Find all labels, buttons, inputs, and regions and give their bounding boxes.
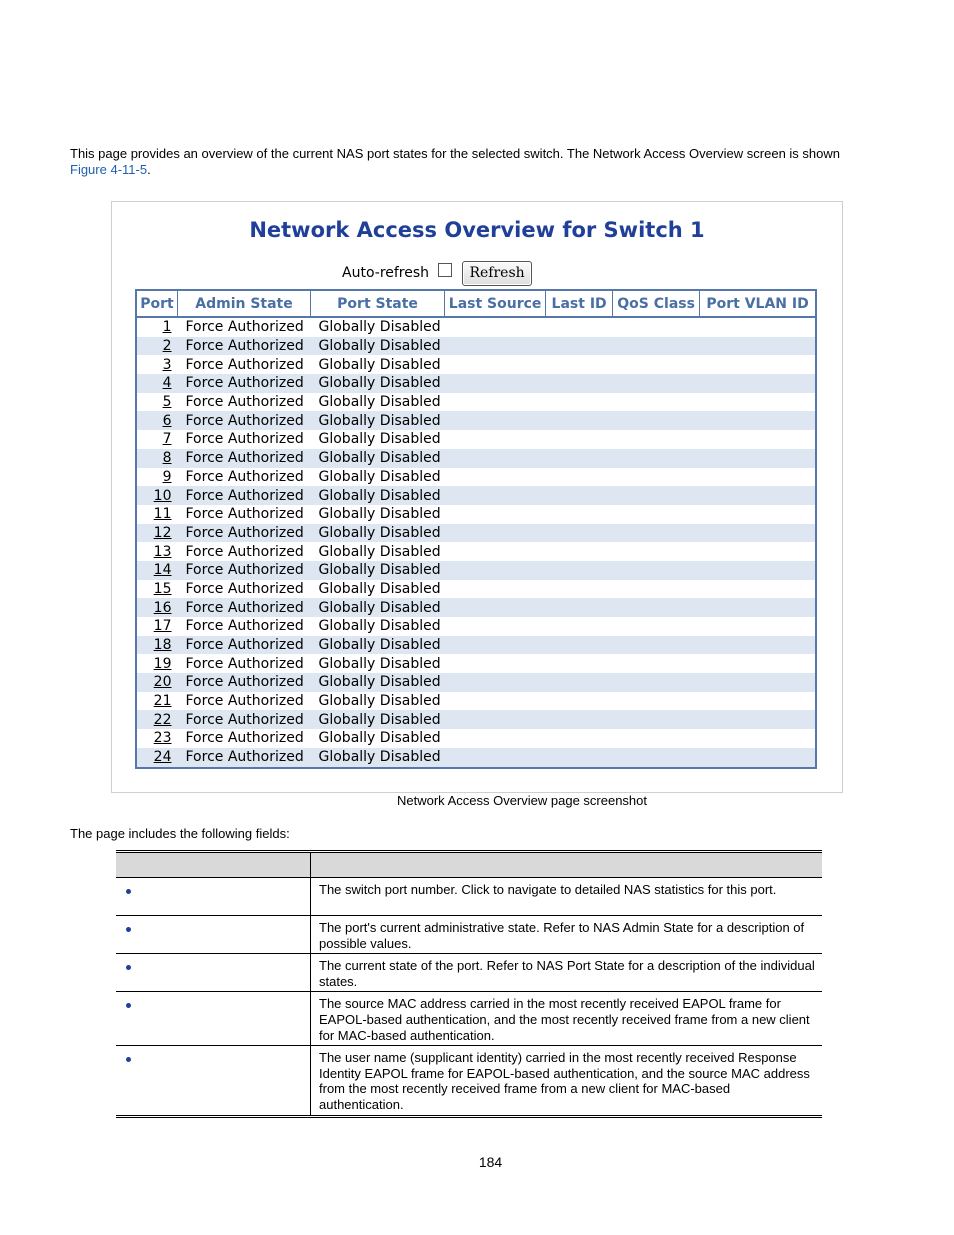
admin-state-cell: Force Authorized bbox=[178, 486, 311, 505]
port-link[interactable]: 17 bbox=[153, 618, 172, 635]
bullet-icon bbox=[126, 1003, 131, 1008]
fields-header-description bbox=[311, 852, 823, 878]
last-id-cell bbox=[546, 598, 613, 617]
port-link[interactable]: 18 bbox=[136, 636, 178, 655]
field-description: The switch port number. Click to navigate to detailed NAS statistics for this port. bbox=[311, 878, 823, 916]
admin-state-cell: Force Authorized bbox=[178, 748, 311, 768]
port-state-cell: Globally Disabled bbox=[318, 506, 441, 523]
col-last-id: Last ID bbox=[546, 290, 613, 317]
port-vlan-id-cell bbox=[700, 374, 816, 393]
last-id-cell bbox=[546, 486, 613, 505]
port-link[interactable]: 23 bbox=[153, 730, 172, 747]
table-row bbox=[136, 654, 816, 673]
field-row bbox=[116, 992, 822, 1046]
port-link[interactable]: 1 bbox=[162, 319, 172, 336]
port-vlan-id-cell bbox=[700, 654, 816, 673]
port-vlan-id-cell bbox=[700, 542, 816, 561]
qos-class-cell bbox=[613, 337, 700, 356]
port-state-cell: Globally Disabled bbox=[318, 655, 441, 672]
col-port: Port bbox=[136, 290, 178, 317]
port-state-cell: Globally Disabled bbox=[311, 411, 445, 430]
port-state-cell: Globally Disabled bbox=[311, 598, 445, 617]
admin-state-cell: Force Authorized bbox=[185, 655, 304, 672]
last-source-cell bbox=[445, 673, 546, 692]
last-source-cell bbox=[445, 692, 546, 711]
table-row bbox=[136, 748, 816, 768]
qos-class-cell bbox=[613, 673, 700, 692]
port-state-cell: Globally Disabled bbox=[318, 618, 441, 635]
port-link[interactable]: 8 bbox=[136, 449, 178, 468]
nas-overview-table bbox=[135, 289, 817, 769]
qos-class-cell bbox=[613, 692, 700, 711]
port-vlan-id-cell bbox=[700, 355, 816, 374]
last-source-cell bbox=[445, 393, 546, 412]
figure-caption: Network Access Overview page screenshot bbox=[397, 793, 647, 808]
admin-state-cell: Force Authorized bbox=[185, 506, 304, 523]
last-source-cell bbox=[445, 580, 546, 599]
last-source-cell bbox=[445, 468, 546, 487]
table-row bbox=[136, 580, 816, 599]
auto-refresh-label: Auto-refresh bbox=[342, 265, 430, 281]
last-id-cell bbox=[546, 692, 613, 711]
qos-class-cell bbox=[613, 486, 700, 505]
port-state-cell: Globally Disabled bbox=[311, 710, 445, 729]
port-state-cell: Globally Disabled bbox=[311, 374, 445, 393]
field-object-cell bbox=[116, 992, 311, 1046]
last-id-cell bbox=[546, 561, 613, 580]
port-link[interactable]: 3 bbox=[162, 356, 172, 373]
qos-class-cell bbox=[613, 729, 700, 748]
port-vlan-id-cell bbox=[700, 636, 816, 655]
port-state-cell: Globally Disabled bbox=[311, 524, 445, 543]
qos-class-cell bbox=[613, 710, 700, 729]
last-source-cell bbox=[445, 636, 546, 655]
port-vlan-id-cell bbox=[700, 561, 816, 580]
last-id-cell bbox=[546, 505, 613, 524]
port-vlan-id-cell bbox=[700, 430, 816, 449]
port-link[interactable]: 11 bbox=[153, 506, 172, 523]
port-link[interactable]: 9 bbox=[162, 468, 172, 485]
port-vlan-id-cell bbox=[700, 748, 816, 768]
admin-state-cell: Force Authorized bbox=[185, 394, 304, 411]
port-state-cell: Globally Disabled bbox=[311, 561, 445, 580]
admin-state-cell: Force Authorized bbox=[178, 710, 311, 729]
port-link[interactable]: 5 bbox=[162, 394, 172, 411]
qos-class-cell bbox=[613, 449, 700, 468]
field-row bbox=[116, 1046, 822, 1116]
col-port-state: Port State bbox=[311, 290, 445, 317]
qos-class-cell bbox=[613, 561, 700, 580]
last-id-cell bbox=[546, 617, 613, 636]
table-row bbox=[136, 673, 816, 692]
last-id-cell bbox=[546, 430, 613, 449]
port-state-cell: Globally Disabled bbox=[318, 693, 441, 710]
field-description: The port's current administrative state. Refer to NAS Admin State for a description of possible values. bbox=[311, 916, 823, 954]
last-id-cell bbox=[546, 355, 613, 374]
table-row bbox=[136, 393, 816, 412]
qos-class-cell bbox=[613, 430, 700, 449]
port-link[interactable]: 2 bbox=[136, 337, 178, 356]
admin-state-cell: Force Authorized bbox=[178, 598, 311, 617]
port-link[interactable]: 19 bbox=[153, 655, 172, 672]
last-source-cell bbox=[445, 486, 546, 505]
table-header-row bbox=[136, 290, 816, 317]
port-state-cell: Globally Disabled bbox=[311, 449, 445, 468]
field-row bbox=[116, 916, 822, 954]
qos-class-cell bbox=[613, 617, 700, 636]
table-row bbox=[136, 692, 816, 711]
intro-paragraph bbox=[70, 146, 870, 178]
qos-class-cell bbox=[613, 393, 700, 412]
qos-class-cell bbox=[613, 598, 700, 617]
last-source-cell bbox=[445, 729, 546, 748]
port-link[interactable]: 13 bbox=[153, 543, 172, 560]
table-row bbox=[136, 468, 816, 487]
last-id-cell bbox=[546, 673, 613, 692]
port-link[interactable]: 15 bbox=[153, 580, 172, 597]
table-row bbox=[136, 486, 816, 505]
port-state-cell: Globally Disabled bbox=[311, 337, 445, 356]
last-source-cell bbox=[445, 374, 546, 393]
last-id-cell bbox=[546, 710, 613, 729]
last-source-cell bbox=[445, 430, 546, 449]
qos-class-cell bbox=[613, 580, 700, 599]
port-vlan-id-cell bbox=[700, 337, 816, 356]
last-source-cell bbox=[445, 524, 546, 543]
qos-class-cell bbox=[613, 374, 700, 393]
port-vlan-id-cell bbox=[700, 729, 816, 748]
auto-refresh-checkbox[interactable] bbox=[438, 263, 452, 277]
intro-text-end: . bbox=[147, 162, 151, 177]
admin-state-cell: Force Authorized bbox=[178, 561, 311, 580]
last-id-cell bbox=[546, 449, 613, 468]
field-object-cell bbox=[116, 878, 311, 916]
admin-state-cell: Force Authorized bbox=[185, 580, 304, 597]
last-source-cell bbox=[445, 617, 546, 636]
port-state-cell: Globally Disabled bbox=[318, 730, 441, 747]
last-id-cell bbox=[546, 748, 613, 768]
port-state-cell: Globally Disabled bbox=[318, 580, 441, 597]
port-vlan-id-cell bbox=[700, 449, 816, 468]
last-source-cell bbox=[445, 598, 546, 617]
qos-class-cell bbox=[613, 411, 700, 430]
last-source-cell bbox=[445, 654, 546, 673]
admin-state-cell: Force Authorized bbox=[178, 449, 311, 468]
page-number: 184 bbox=[478, 1154, 503, 1170]
table-row bbox=[136, 542, 816, 561]
table-row bbox=[136, 617, 816, 636]
port-state-cell: Globally Disabled bbox=[318, 319, 441, 336]
last-source-cell bbox=[445, 748, 546, 768]
last-id-cell bbox=[546, 654, 613, 673]
last-source-cell bbox=[445, 355, 546, 374]
port-vlan-id-cell bbox=[700, 317, 816, 337]
table-row bbox=[136, 355, 816, 374]
field-description: The source MAC address carried in the most recently received EAPOL frame for EAPOL-based authentication, and the most recently received frame from a new client for MAC-based authentication. bbox=[311, 992, 823, 1046]
port-state-cell: Globally Disabled bbox=[311, 748, 445, 768]
port-state-cell: Globally Disabled bbox=[311, 486, 445, 505]
port-vlan-id-cell bbox=[700, 468, 816, 487]
figure-link[interactable]: Figure 4-11-5 bbox=[70, 162, 148, 177]
port-link[interactable]: 20 bbox=[136, 673, 178, 692]
bullet-icon bbox=[126, 889, 131, 894]
admin-state-cell: Force Authorized bbox=[178, 636, 311, 655]
bullet-icon bbox=[126, 965, 131, 970]
last-id-cell bbox=[546, 374, 613, 393]
table-row bbox=[136, 317, 816, 337]
port-link[interactable]: 7 bbox=[162, 431, 172, 448]
last-source-cell bbox=[445, 542, 546, 561]
table-row bbox=[136, 449, 816, 468]
port-link[interactable]: 22 bbox=[136, 710, 178, 729]
field-object-cell bbox=[116, 916, 311, 954]
last-source-cell bbox=[445, 317, 546, 337]
port-link[interactable]: 16 bbox=[136, 598, 178, 617]
fields-table bbox=[116, 850, 822, 1118]
bullet-icon bbox=[126, 927, 131, 932]
refresh-controls bbox=[342, 260, 532, 286]
port-state-cell: Globally Disabled bbox=[318, 543, 441, 560]
port-vlan-id-cell bbox=[700, 580, 816, 599]
port-vlan-id-cell bbox=[700, 673, 816, 692]
port-vlan-id-cell bbox=[700, 692, 816, 711]
col-qos-class: QoS Class bbox=[613, 290, 700, 317]
last-id-cell bbox=[546, 636, 613, 655]
last-id-cell bbox=[546, 729, 613, 748]
fields-header-row bbox=[116, 852, 822, 878]
port-link[interactable]: 12 bbox=[136, 524, 178, 543]
port-vlan-id-cell bbox=[700, 411, 816, 430]
qos-class-cell bbox=[613, 524, 700, 543]
table-row bbox=[136, 524, 816, 543]
last-id-cell bbox=[546, 393, 613, 412]
last-id-cell bbox=[546, 580, 613, 599]
last-source-cell bbox=[445, 561, 546, 580]
port-link[interactable]: 14 bbox=[136, 561, 178, 580]
port-link[interactable]: 10 bbox=[136, 486, 178, 505]
field-description: The current state of the port. Refer to NAS Port State for a description of the individual states. bbox=[311, 954, 823, 992]
last-id-cell bbox=[546, 337, 613, 356]
admin-state-cell: Force Authorized bbox=[185, 543, 304, 560]
last-id-cell bbox=[546, 468, 613, 487]
port-vlan-id-cell bbox=[700, 524, 816, 543]
last-id-cell bbox=[546, 542, 613, 561]
col-last-source: Last Source bbox=[445, 290, 546, 317]
port-vlan-id-cell bbox=[700, 505, 816, 524]
admin-state-cell: Force Authorized bbox=[178, 337, 311, 356]
admin-state-cell: Force Authorized bbox=[185, 356, 304, 373]
port-vlan-id-cell bbox=[700, 598, 816, 617]
qos-class-cell bbox=[613, 355, 700, 374]
field-object-cell bbox=[116, 1046, 311, 1116]
port-link[interactable]: 6 bbox=[136, 411, 178, 430]
table-row bbox=[136, 561, 816, 580]
port-vlan-id-cell bbox=[700, 486, 816, 505]
table-row bbox=[136, 337, 816, 356]
admin-state-cell: Force Authorized bbox=[185, 693, 304, 710]
qos-class-cell bbox=[613, 636, 700, 655]
field-description: The user name (supplicant identity) carried in the most recently received Response Identity EAPOL frame for EAPOL-based authentication, and the source MAC address from the most recently received frame from a new client for MAC-based authentication. bbox=[311, 1046, 823, 1116]
admin-state-cell: Force Authorized bbox=[178, 411, 311, 430]
admin-state-cell: Force Authorized bbox=[185, 468, 304, 485]
table-row bbox=[136, 598, 816, 617]
port-state-cell: Globally Disabled bbox=[311, 636, 445, 655]
col-admin-state: Admin State bbox=[178, 290, 311, 317]
table-row bbox=[136, 710, 816, 729]
last-source-cell bbox=[445, 449, 546, 468]
page-title: Network Access Overview for Switch 1 bbox=[249, 218, 705, 242]
admin-state-cell: Force Authorized bbox=[185, 618, 304, 635]
field-row bbox=[116, 878, 822, 916]
table-row bbox=[136, 729, 816, 748]
qos-class-cell bbox=[613, 317, 700, 337]
last-source-cell bbox=[445, 505, 546, 524]
port-vlan-id-cell bbox=[700, 710, 816, 729]
port-vlan-id-cell bbox=[700, 393, 816, 412]
table-row bbox=[136, 374, 816, 393]
last-id-cell bbox=[546, 524, 613, 543]
port-state-cell: Globally Disabled bbox=[318, 431, 441, 448]
qos-class-cell bbox=[613, 654, 700, 673]
port-link[interactable]: 24 bbox=[136, 748, 178, 768]
table-row bbox=[136, 430, 816, 449]
qos-class-cell bbox=[613, 748, 700, 768]
last-source-cell bbox=[445, 337, 546, 356]
port-state-cell: Globally Disabled bbox=[318, 468, 441, 485]
intro-text: This page provides an overview of the current NAS port states for the selected switch. The Network Access Overview screen is shown bbox=[70, 146, 840, 161]
admin-state-cell: Force Authorized bbox=[185, 730, 304, 747]
col-port-vlan-id: Port VLAN ID bbox=[700, 290, 816, 317]
qos-class-cell bbox=[613, 542, 700, 561]
screenshot-frame bbox=[111, 201, 843, 793]
table-row bbox=[136, 636, 816, 655]
fields-header-object bbox=[116, 852, 311, 878]
port-link[interactable]: 4 bbox=[136, 374, 178, 393]
admin-state-cell: Force Authorized bbox=[178, 673, 311, 692]
field-row bbox=[116, 954, 822, 992]
fields-body bbox=[116, 878, 822, 1117]
port-state-cell: Globally Disabled bbox=[318, 356, 441, 373]
port-vlan-id-cell bbox=[700, 617, 816, 636]
port-state-cell: Globally Disabled bbox=[318, 394, 441, 411]
bullet-icon bbox=[126, 1057, 131, 1062]
admin-state-cell: Force Authorized bbox=[178, 374, 311, 393]
admin-state-cell: Force Authorized bbox=[185, 431, 304, 448]
last-source-cell bbox=[445, 411, 546, 430]
last-id-cell bbox=[546, 411, 613, 430]
last-id-cell bbox=[546, 317, 613, 337]
qos-class-cell bbox=[613, 505, 700, 524]
port-link[interactable]: 21 bbox=[153, 693, 172, 710]
table-row bbox=[136, 505, 816, 524]
qos-class-cell bbox=[613, 468, 700, 487]
field-object-cell bbox=[116, 954, 311, 992]
fields-intro: The page includes the following fields: bbox=[70, 826, 290, 841]
last-source-cell bbox=[445, 710, 546, 729]
table-row bbox=[136, 411, 816, 430]
port-state-cell: Globally Disabled bbox=[311, 673, 445, 692]
admin-state-cell: Force Authorized bbox=[178, 524, 311, 543]
admin-state-cell: Force Authorized bbox=[185, 319, 304, 336]
table-body bbox=[136, 317, 816, 768]
refresh-button[interactable]: Refresh bbox=[462, 261, 532, 286]
